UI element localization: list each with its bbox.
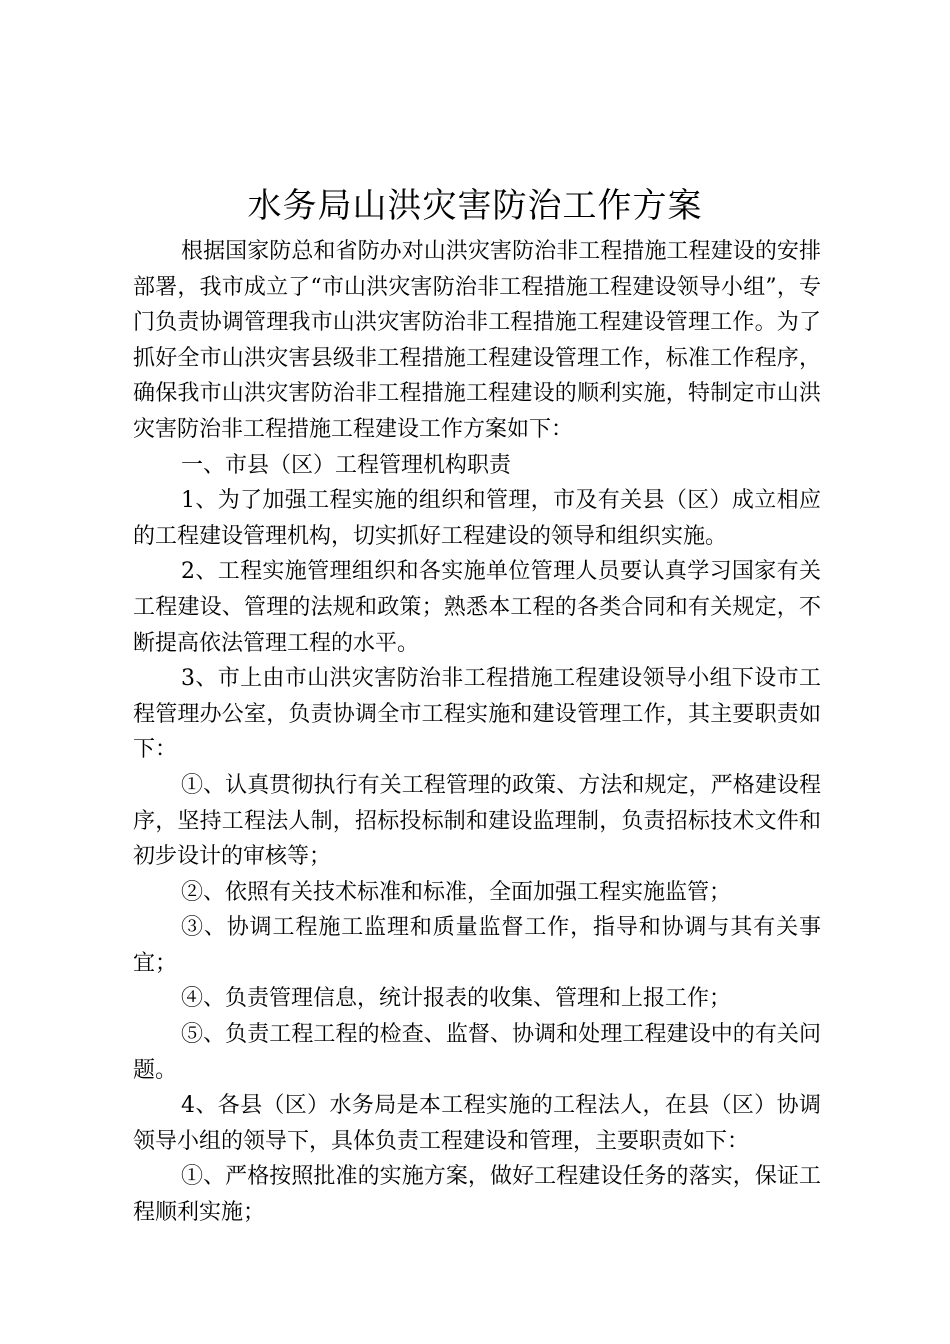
paragraph-subitem-3-5: ⑤、负责工程工程的检查、监督、协调和处理工程建设中的有关问题。 xyxy=(133,1022,821,1083)
document-title: 水务局山洪灾害防治工作方案 xyxy=(247,186,703,226)
paragraph-subitem-3-2: ②、依照有关技术标准和标准，全面加强工程实施监管； xyxy=(181,879,732,905)
paragraph-item-2: 2、工程实施管理组织和各实施单位管理人员要认真学习国家有关工程建设、管理的法规和政策；熟悉本工程的各类合同和有关规定，不断提高依法管理工程的水平。 xyxy=(133,559,821,656)
paragraph-subitem-3-4: ④、负责管理信息，统计报表的收集、管理和上报工作； xyxy=(181,986,732,1012)
paragraph-item-1: 1、为了加强工程实施的组织和管理，市及有关县（区）成立相应的工程建设管理机构，切实抓好工程建设的领导和组织实施。 xyxy=(133,488,821,549)
paragraph-item-3: 3、市上由市山洪灾害防治非工程措施工程建设领导小组下设市工程管理办公室，负责协调全市工程实施和建设管理工作，其主要职责如下： xyxy=(133,666,821,763)
paragraph-intro: 根据国家防总和省防办对山洪灾害防治非工程措施工程建设的安排部署，我市成立了“市山洪灾害防治非工程措施工程建设领导小组”，专门负责协调管理我市山洪灾害防治非工程措施工程建设管理工作。为了抓好全市山洪灾害县级非工程措施工程建设管理工作，标准工作程序，确保我市山洪灾害防治非工程措施工程建设的顺利实施，特制定市山洪灾害防治非工程措施工程建设工作方案如下： xyxy=(133,239,821,442)
paragraph-subitem-3-1: ①、认真贯彻执行有关工程管理的政策、方法和规定，严格建设程序，坚持工程法人制，招标投标制和建设监理制，负责招标技术文件和初步设计的审核等； xyxy=(133,772,821,870)
paragraph-item-4: 4、各县（区）水务局是本工程实施的工程法人，在县（区）协调领导小组的领导下，具体负责工程建设和管理，主要职责如下： xyxy=(133,1093,821,1154)
paragraph-subitem-3-3: ③、协调工程施工监理和质量监督工作，指导和协调与其有关事宜； xyxy=(133,915,821,976)
paragraph-subitem-4-1: ①、严格按照批准的实施方案，做好工程建设任务的落实，保证工程顺利实施； xyxy=(133,1164,821,1226)
document-body xyxy=(133,234,821,1231)
section-heading-1: 一、市县（区）工程管理机构职责 xyxy=(181,452,512,478)
